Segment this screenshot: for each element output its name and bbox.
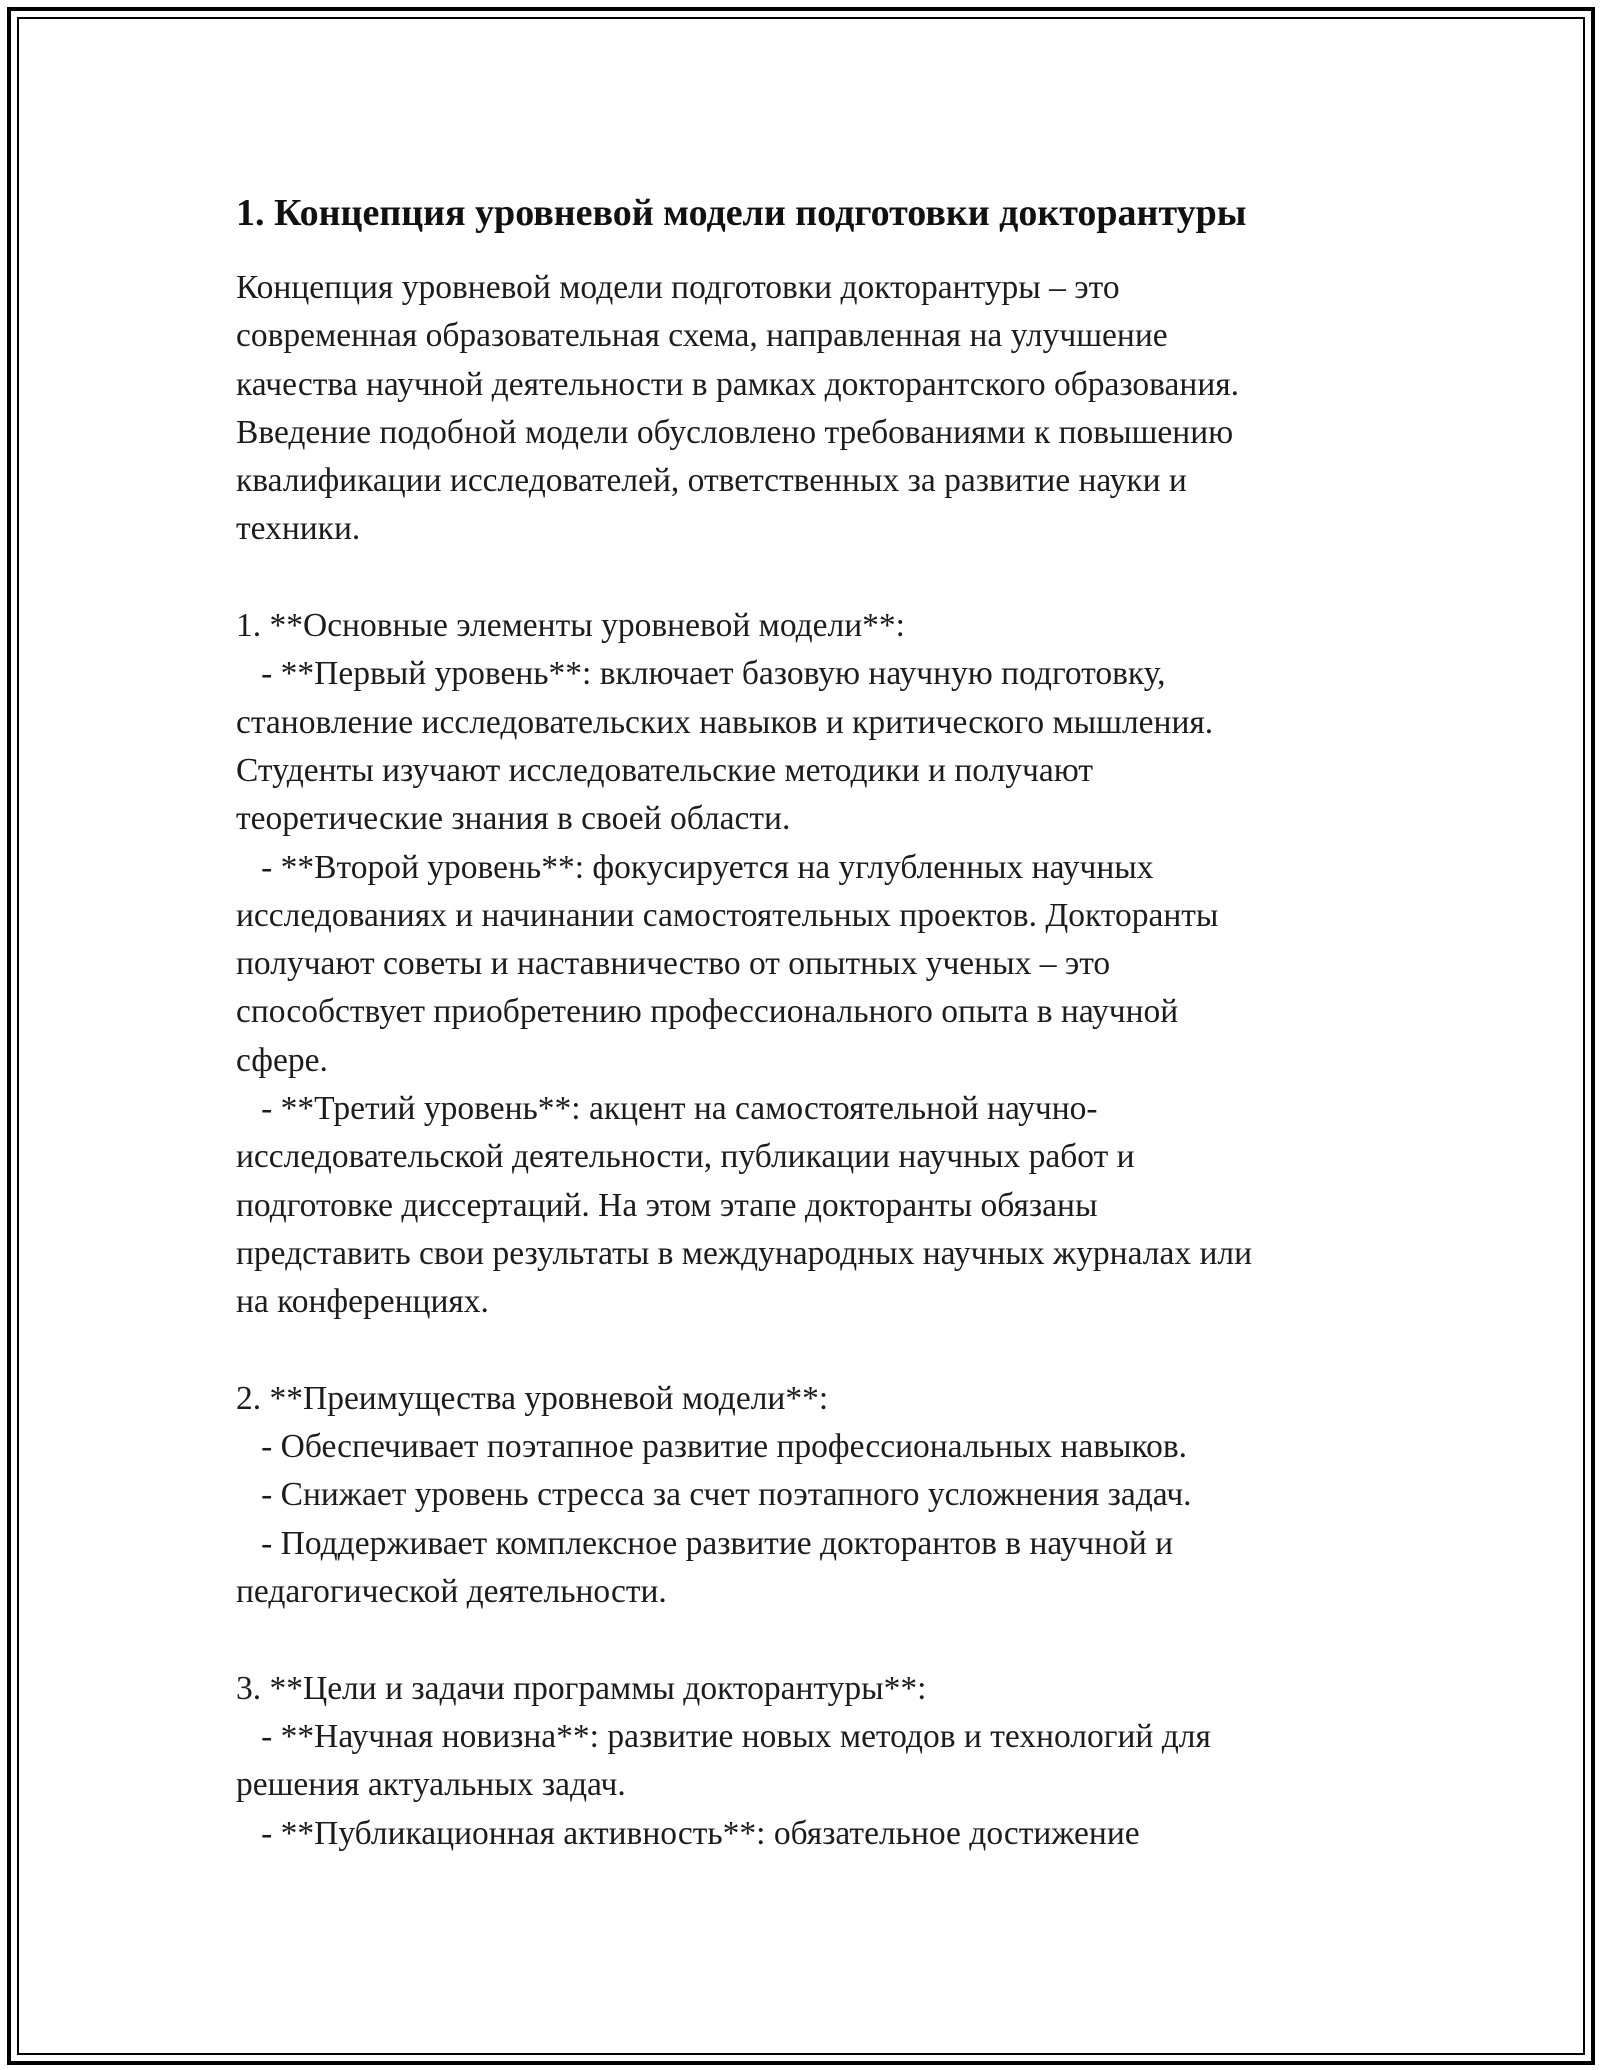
document-content: [236, 186, 1386, 1858]
document-body: Концепция уровневой модели подготовки докторантуры – это современная образовательная схема, направленная на улучшение качества научной деятельности в рамках докторантского образования. Введение подобной модели обусловлено требованиями к повышению квалификации исследователей, ответственных за развитие науки и техники. 1. **Основные элементы уровневой модели**: - **Первый уровень**: включает базовую научную подготовку, становление исследовательских навыков и критического мышления. Студенты изучают исследовательские методики и получают теоретические знания в своей области. - **Второй уровень**: фокусируется на углубленных научных исследованиях и начинании самостоятельных проектов. Докторанты получают советы и наставничество от опытных ученых – это способствует приобретению профессионального опыта в научной сфере. - **Третий уровень**: акцент на самостоятельной научно- исследовательской деятельности, публикации научных работ и подготовке диссертаций. На этом этапе докторанты обязаны представить свои результаты в международных научных журналах или на конференциях. 2. **Преимущества уровневой модели**: - Обеспечивает поэтапное развитие профессиональных навыков. - Снижает уровень стресса за счет поэтапного усложнения задач. - Поддерживает комплексное развитие докторантов в научной и педагогической деятельности. 3. **Цели и задачи программы докторантуры**: - **Научная новизна**: развитие новых методов и технологий для решения актуальных задач. - **Публикационная активность**: обязательное достижение: [236, 269, 1253, 1852]
document-title: 1. Концепция уровневой модели подготовки докторантуры: [236, 192, 1247, 234]
